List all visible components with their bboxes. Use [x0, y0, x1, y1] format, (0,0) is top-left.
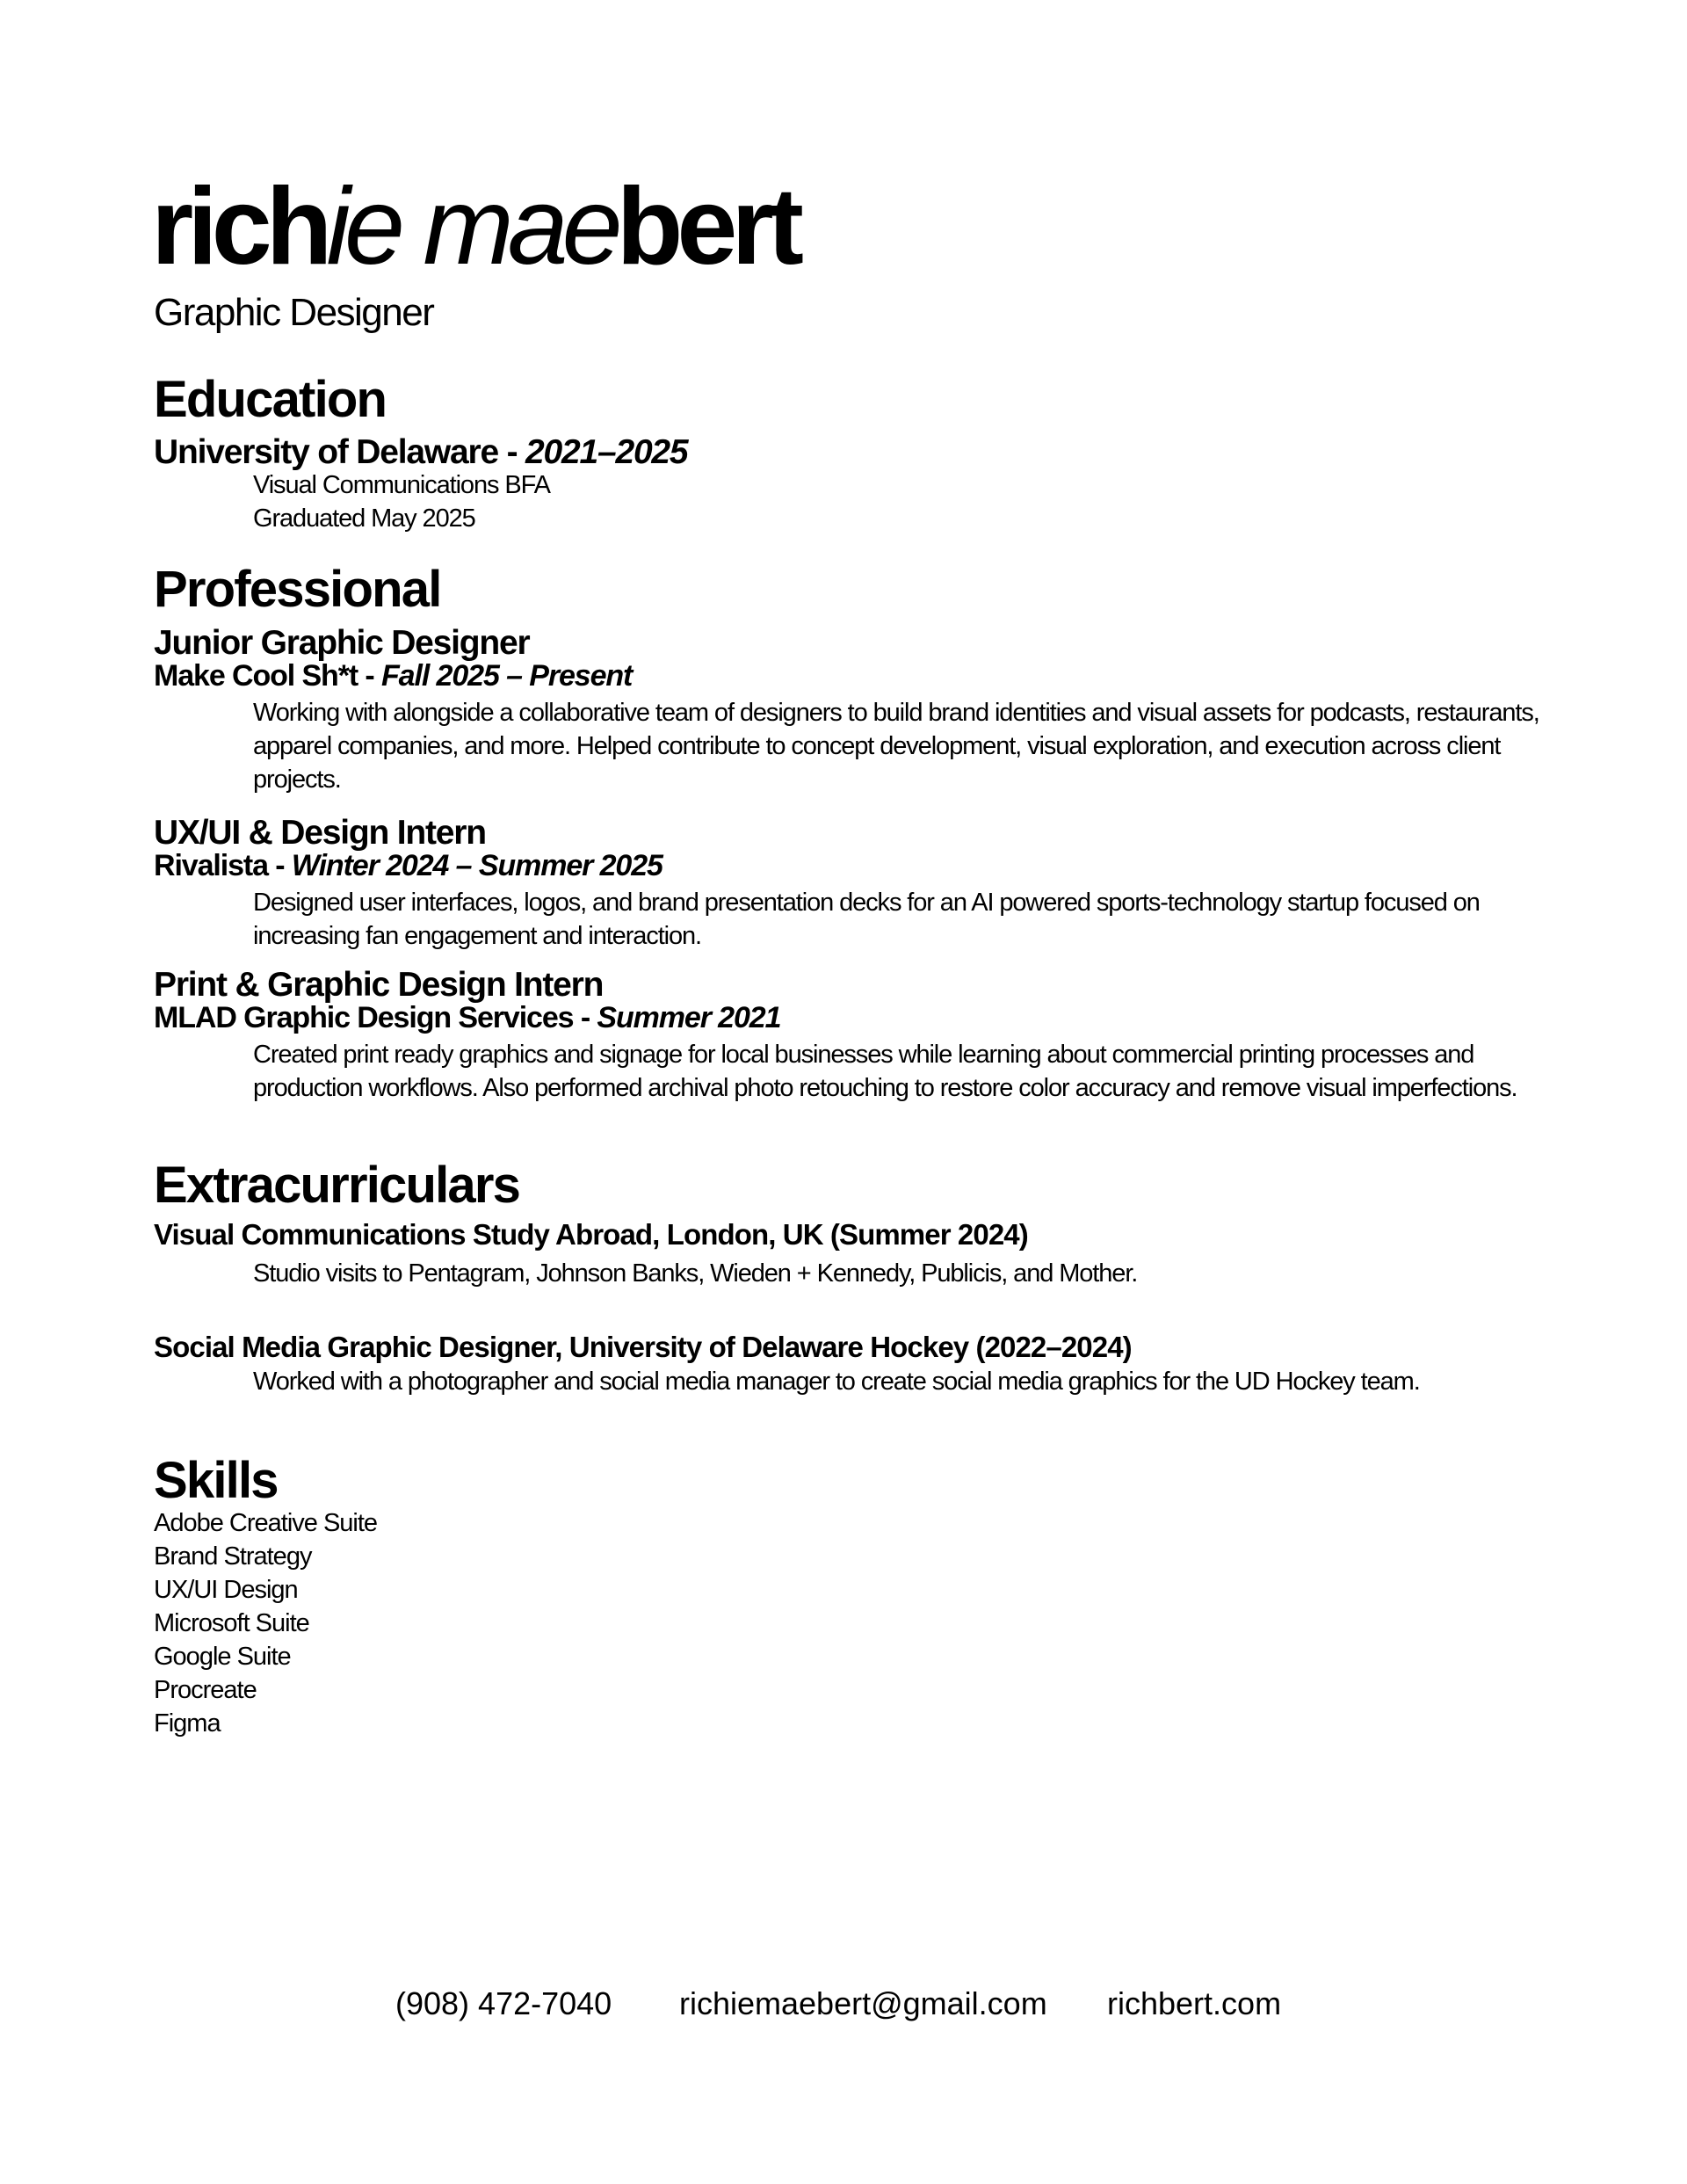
extracurricular-title: Social Media Graphic Designer, University of Delaware Hockey (2022–2024) — [154, 1331, 1132, 1363]
skill-item: Figma — [154, 1709, 221, 1738]
education-school — [154, 435, 687, 469]
job-description: Designed user interfaces, logos, and brand presentation decks for an AI powered sports-technology startup focused on increasing fan engagement and interaction. — [253, 889, 1480, 950]
professional-heading: Professional — [154, 561, 441, 618]
education-graduation: Graduated May 2025 — [253, 504, 475, 533]
job-title: UX/UI & Design Intern — [154, 814, 486, 852]
job-title: Junior Graphic Designer — [154, 624, 530, 662]
skills-heading: Skills — [154, 1452, 278, 1509]
extracurricular-description: Studio visits to Pentagram, Johnson Banks, Wieden + Kennedy, Publicis, and Mother. — [253, 1259, 1138, 1288]
name-part-bold-2: bert — [616, 166, 798, 287]
job-dates: Winter 2024 – Summer 2025 — [291, 849, 662, 882]
education-degree: Visual Communications BFA — [253, 471, 550, 499]
extracurricular-title: Visual Communications Study Abroad, London, UK (Summer 2024) — [154, 1218, 1028, 1251]
job-title: Print & Graphic Design Intern — [154, 966, 604, 1004]
education-heading: Education — [154, 371, 387, 428]
contact-phone[interactable]: (908) 472-7040 — [395, 1985, 612, 2021]
name-part-italic: ie mae — [326, 166, 617, 287]
company-name: MLAD Graphic Design Services - — [154, 1001, 597, 1034]
contact-email[interactable]: richiemaebert@gmail.com — [679, 1985, 1047, 2021]
skill-item: Adobe Creative Suite — [154, 1509, 378, 1537]
skill-item: Brand Strategy — [154, 1542, 312, 1571]
job-company — [154, 661, 632, 691]
extracurriculars-heading: Extracurriculars — [154, 1157, 520, 1214]
job-description: Working with alongside a collaborative team of designers to build brand identities and visual assets for podcasts, restaurants, apparel companies, and more. Helped contribute to concept development, visual exploration, and execution across client projects. — [253, 699, 1539, 794]
extracurricular-description: Worked with a photographer and social media manager to create social media graphics for the UD Hockey team. — [253, 1368, 1420, 1396]
job-description: Created print ready graphics and signage for local businesses while learning about commercial printing processes and production workflows. Also performed archival photo retouching to restore color accuracy and remove visual imperfections. — [253, 1041, 1517, 1102]
school-name: University of Delaware - — [154, 433, 525, 471]
name-part-bold-1: rich — [151, 166, 327, 287]
skills-list — [154, 1506, 377, 1740]
applicant-name — [151, 166, 798, 287]
job-company — [154, 851, 662, 881]
job-company — [154, 1003, 780, 1033]
skill-item: Microsoft Suite — [154, 1609, 309, 1637]
skill-item: Google Suite — [154, 1643, 291, 1671]
skill-item: Procreate — [154, 1676, 257, 1704]
company-name: Rivalista - — [154, 849, 292, 882]
school-years: 2021–2025 — [525, 433, 688, 471]
applicant-role: Graphic Designer — [154, 291, 434, 334]
job-dates: Summer 2021 — [597, 1001, 781, 1034]
company-name: Make Cool Sh*t - — [154, 659, 381, 693]
skill-item: UX/UI Design — [154, 1576, 298, 1604]
contact-website[interactable]: richbert.com — [1107, 1985, 1282, 2021]
job-dates: Fall 2025 – Present — [381, 659, 633, 693]
